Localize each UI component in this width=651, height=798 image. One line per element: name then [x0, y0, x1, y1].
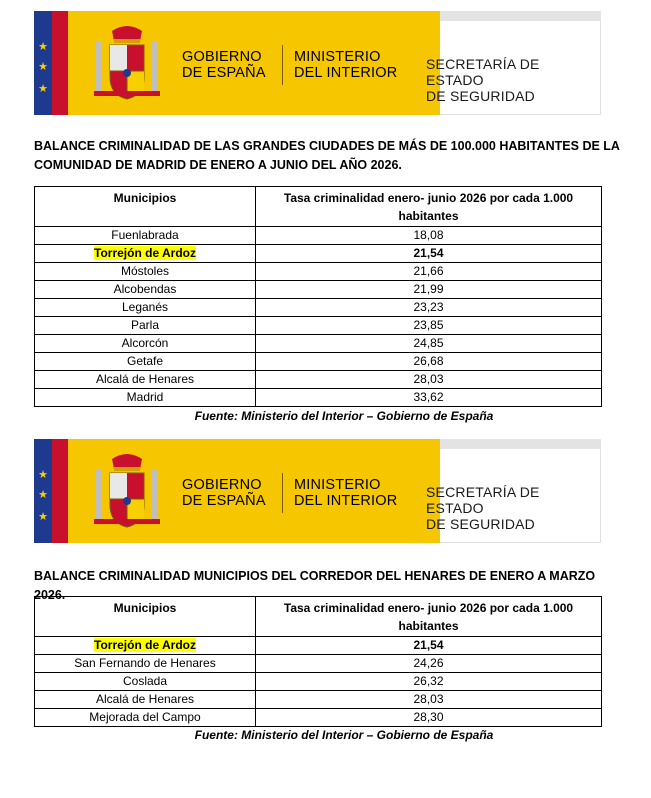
secretaria-label: SECRETARÍA DE ESTADO DE SEGURIDAD [426, 56, 540, 104]
municipio-cell [35, 263, 256, 281]
municipio-name: Mejorada del Campo [89, 710, 201, 724]
flag-red-stripe [52, 439, 68, 543]
flag-red-stripe [52, 11, 68, 115]
municipio-name: Coslada [122, 674, 168, 688]
eu-flag-strip [34, 439, 52, 543]
section1-table [34, 186, 602, 407]
municipio-cell [35, 691, 256, 709]
star-icon: ★ [38, 489, 48, 501]
gobierno-de-espana-label: GOBIERNO DE ESPAÑA [182, 477, 266, 509]
tasa-cell: 28,03 [256, 371, 602, 389]
tasa-cell: 26,68 [256, 353, 602, 371]
municipio-cell [35, 317, 256, 335]
table-row [35, 353, 602, 371]
banner-top-bar [440, 11, 601, 21]
table-row [35, 637, 602, 655]
municipio-name: San Fernando de Henares [74, 656, 216, 670]
table-row [35, 655, 602, 673]
section1-heading: BALANCE CRIMINALIDAD DE LAS GRANDES CIUDADES DE MÁS DE 100.000 HABITANTES DE LA COMUNIDAD DE MADRID DE ENERO A JUNIO DEL AÑO 2026. [34, 139, 620, 172]
table-row [35, 281, 602, 299]
municipio-name: Alcalá de Henares [95, 692, 195, 706]
government-banner [34, 439, 601, 543]
table-row [35, 709, 602, 727]
table-row [35, 317, 602, 335]
tasa-cell: 28,03 [256, 691, 602, 709]
star-icon: ★ [38, 469, 48, 481]
municipio-cell [35, 353, 256, 371]
tasa-cell: 28,30 [256, 709, 602, 727]
table-row [35, 371, 602, 389]
star-icon: ★ [38, 83, 48, 95]
municipio-cell [35, 335, 256, 353]
municipio-cell [35, 637, 256, 655]
municipio-name: Alcalá de Henares [95, 372, 195, 386]
table-header-row [35, 597, 602, 637]
gobierno-de-espana-label: GOBIERNO DE ESPAÑA [182, 49, 266, 81]
star-icon: ★ [38, 61, 48, 73]
ministerio-label: MINISTERIO DEL INTERIOR [294, 477, 398, 509]
municipio-cell [35, 673, 256, 691]
tasa-cell: 23,23 [256, 299, 602, 317]
municipio-name: Getafe [126, 354, 164, 368]
section2-heading: BALANCE CRIMINALIDAD MUNICIPIOS DEL CORREDOR DEL HENARES DE ENERO A MARZO 2026. [34, 569, 596, 602]
table-row [35, 335, 602, 353]
eu-flag-strip [34, 11, 52, 115]
table-row [35, 263, 602, 281]
table-row [35, 245, 602, 263]
table-row [35, 227, 602, 245]
tasa-cell: 21,99 [256, 281, 602, 299]
column-header-municipios: Municipios [35, 597, 256, 637]
section2-table [34, 596, 602, 727]
table-row [35, 299, 602, 317]
table-header-row [35, 187, 602, 227]
municipio-name: Alcobendas [113, 282, 177, 296]
municipio-cell [35, 281, 256, 299]
tasa-cell: 23,85 [256, 317, 602, 335]
tasa-cell: 24,26 [256, 655, 602, 673]
tasa-cell: 26,32 [256, 673, 602, 691]
municipio-cell [35, 245, 256, 263]
secretaria-label: SECRETARÍA DE ESTADO DE SEGURIDAD [426, 484, 540, 532]
tasa-cell: 33,62 [256, 389, 602, 407]
banner-top-bar [440, 439, 601, 449]
tasa-cell: 18,08 [256, 227, 602, 245]
table-row [35, 389, 602, 407]
municipio-name: Alcorcón [121, 336, 169, 350]
section1-source: Fuente: Ministerio del Interior – Gobierno de España [194, 409, 494, 423]
divider [282, 473, 283, 513]
divider [282, 45, 283, 85]
column-header-municipios: Municipios [35, 187, 256, 227]
municipio-name: Leganés [121, 300, 169, 314]
coat-of-arms-icon [92, 21, 162, 105]
section2-source: Fuente: Ministerio del Interior – Gobierno de España [194, 728, 494, 742]
municipio-cell [35, 227, 256, 245]
table-row [35, 691, 602, 709]
municipio-name: Madrid [126, 390, 164, 404]
ministerio-label: MINISTERIO DEL INTERIOR [294, 49, 398, 81]
municipio-cell [35, 299, 256, 317]
municipio-cell [35, 371, 256, 389]
star-icon: ★ [38, 41, 48, 53]
coat-of-arms-icon [92, 449, 162, 533]
government-banner [34, 11, 601, 115]
tasa-cell: 21,54 [256, 637, 602, 655]
municipio-cell [35, 655, 256, 673]
municipio-name: Torrejón de Ardoz [94, 638, 196, 652]
municipio-name: Parla [130, 318, 159, 332]
column-header-tasa: Tasa criminalidad enero- junio 2026 por cada 1.000 habitantes [256, 597, 602, 637]
municipio-name: Torrejón de Ardoz [94, 246, 196, 260]
tasa-cell: 24,85 [256, 335, 602, 353]
table-row [35, 673, 602, 691]
tasa-cell: 21,54 [256, 245, 602, 263]
column-header-tasa: Tasa criminalidad enero- junio 2026 por cada 1.000 habitantes [256, 187, 602, 227]
municipio-cell [35, 709, 256, 727]
municipio-name: Móstoles [120, 264, 170, 278]
tasa-cell: 21,66 [256, 263, 602, 281]
municipio-name: Fuenlabrada [111, 228, 179, 242]
star-icon: ★ [38, 511, 48, 523]
municipio-cell [35, 389, 256, 407]
